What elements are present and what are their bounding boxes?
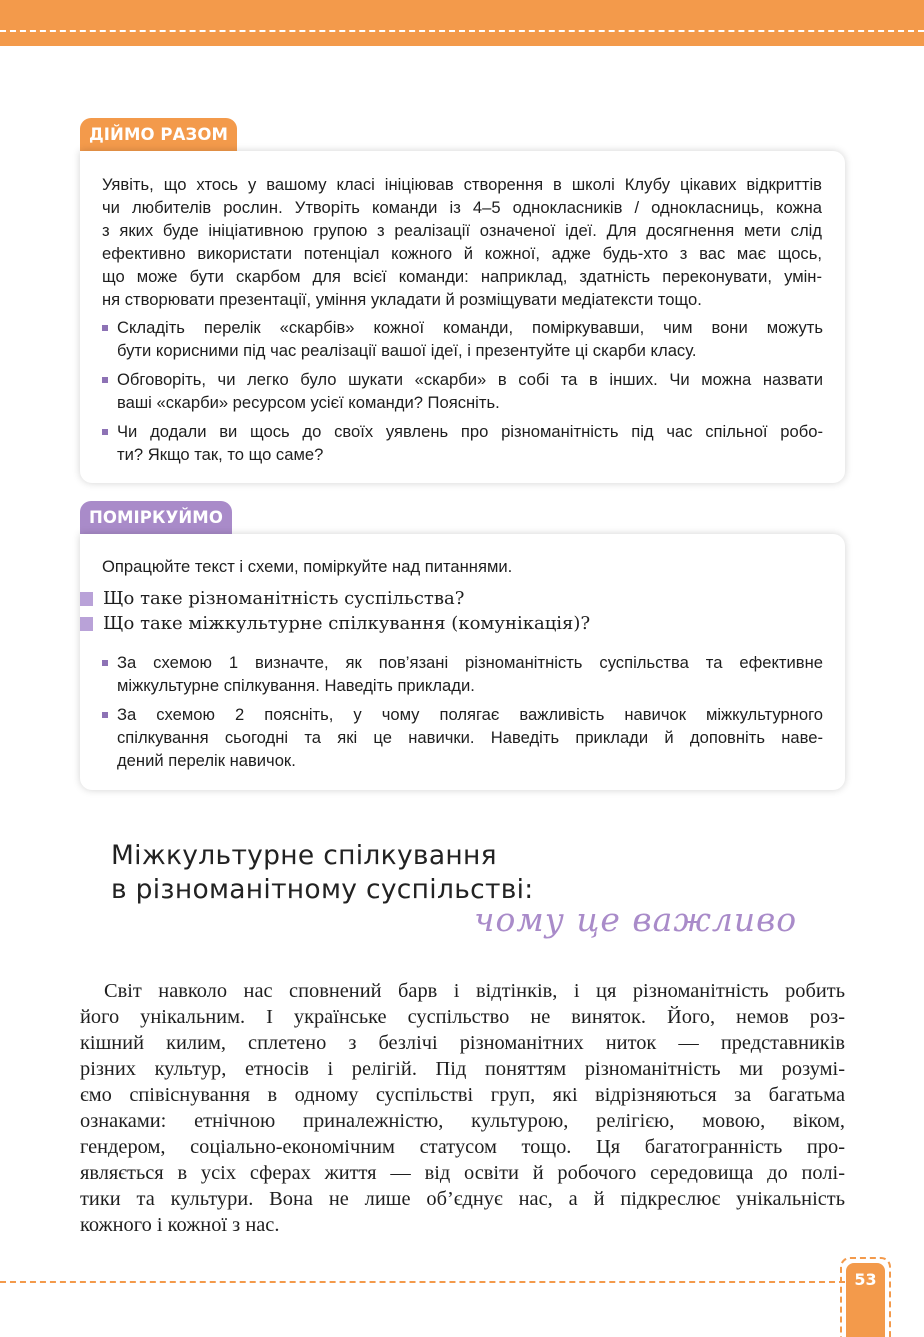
- section-title: [111, 839, 534, 907]
- page-number: 53: [854, 1270, 877, 1289]
- body-paragraph: [80, 978, 845, 1238]
- body-line: кожного і кожної з нас.: [80, 1214, 280, 1236]
- bullet-square-icon: [102, 712, 108, 718]
- bullet-square-icon: [102, 377, 108, 383]
- bullet-line: міжкультурне спілкування. Наведіть приклади.: [117, 676, 475, 695]
- box1-intro-line: що може бути скарбом для всієї команди: наприклад, здатність переконувати, умін-: [102, 267, 822, 286]
- question-text: Що таке міжкультурне спілкування (комунікація)?: [103, 613, 591, 634]
- body-line: являється в усіх сферах життя — від освіти й робочого середовища до полі-: [80, 1162, 845, 1184]
- body-line: тики та культури. Вона не лише об’єднує нас, а й підкреслює унікальність: [80, 1188, 845, 1210]
- bullet-square-icon: [102, 660, 108, 666]
- bullet-line: Обговоріть, чи легко було шукати «скарби» в собі та в інших. Чи можна назвати: [117, 370, 823, 389]
- bullet-line: бути корисними під час реалізації вашої ідеї, і презентуйте ці скарби класу.: [117, 341, 697, 360]
- bullet-square-icon: [102, 429, 108, 435]
- page-number-tab: [846, 1263, 885, 1337]
- activity-box-pomirkuimo: [80, 534, 845, 790]
- bullet-line: спілкування сьогодні та які це навички. Наведіть приклади й доповніть наве-: [117, 728, 823, 747]
- section-tag-pomirkuimo: ПОМІРКУЙМО: [80, 501, 232, 535]
- bullet-line: За схемою 2 поясніть, у чому полягає важливість навичок міжкультурного: [117, 705, 823, 724]
- question-text: Що таке різноманітність суспільства?: [103, 588, 465, 609]
- question-square-icon: [80, 617, 93, 631]
- body-line: ознаками: етнічною приналежністю, культурою, релігією, мовою, віком,: [80, 1110, 845, 1132]
- section-title-line: Міжкультурне спілкування: [111, 840, 497, 871]
- body-line: Світ навколо нас сповнений барв і відтінків, і ця різноманітність робить: [104, 980, 845, 1002]
- bullet-line: дений перелік навичок.: [117, 751, 296, 770]
- body-line: ємо співіснування в одному суспільстві груп, які відрізняються за багатьма: [80, 1084, 845, 1106]
- body-line: кішний килим, сплетено з безлічі різноманітних ниток — представників: [80, 1032, 845, 1054]
- section-subtitle-script: чому це важливо: [474, 900, 798, 939]
- bullet-square-icon: [102, 325, 108, 331]
- box1-intro-line: ефективно використати потенціал кожного й кожної, адже будь-хто з вас має щось,: [102, 244, 822, 263]
- bullet-line: Складіть перелік «скарбів» кожної команди, поміркувавши, чим вони можуть: [117, 318, 823, 337]
- box1-intro-line: ня створювати презентації, уміння укладати й розміщувати медіатексти тощо.: [102, 290, 702, 309]
- activity-box-diimo-razom: [80, 151, 845, 483]
- section-tag-diimo-razom: ДІЙМО РАЗОМ: [80, 118, 237, 152]
- bullet-line: ваші «скарби» ресурсом усієї команди? Поясніть.: [117, 393, 500, 412]
- section-title-line: в різноманітному суспільстві:: [111, 874, 534, 905]
- box1-intro-line: з яких буде ініціативною групою з реалізації означеної ідеї. Для досягнення мети слід: [102, 221, 822, 240]
- footer-dashed-line: [0, 1281, 845, 1283]
- box1-intro: [102, 173, 822, 311]
- box1-intro-line: чи любителів рослин. Утворіть команди із 4–5 однокласників / однокласниць, кожна: [102, 198, 822, 217]
- body-line: гендером, соціально-економічним статусом тощо. Ця багатогранність про-: [80, 1136, 845, 1158]
- body-line: різних культур, етносів і релігій. Під поняттям різноманітність ми розумі-: [80, 1058, 845, 1080]
- bullet-line: За схемою 1 визначте, як пов’язані різноманітність суспільства та ефективне: [117, 653, 823, 672]
- body-line: його унікальним. І українське суспільство не виняток. Його, немов роз-: [80, 1006, 845, 1028]
- bullet-line: ти? Якщо так, то що саме?: [117, 445, 324, 464]
- box1-intro-line: Уявіть, що хтось у вашому класі ініціював створення в школі Клубу цікавих відкриттів: [102, 175, 822, 194]
- bullet-line: Чи додали ви щось до своїх уявлень про різноманітність під час спільної робо-: [117, 422, 823, 441]
- top-decorative-bar: [0, 0, 924, 46]
- question-square-icon: [80, 592, 93, 606]
- box2-intro: Опрацюйте текст і схеми, поміркуйте над питаннями.: [102, 557, 513, 576]
